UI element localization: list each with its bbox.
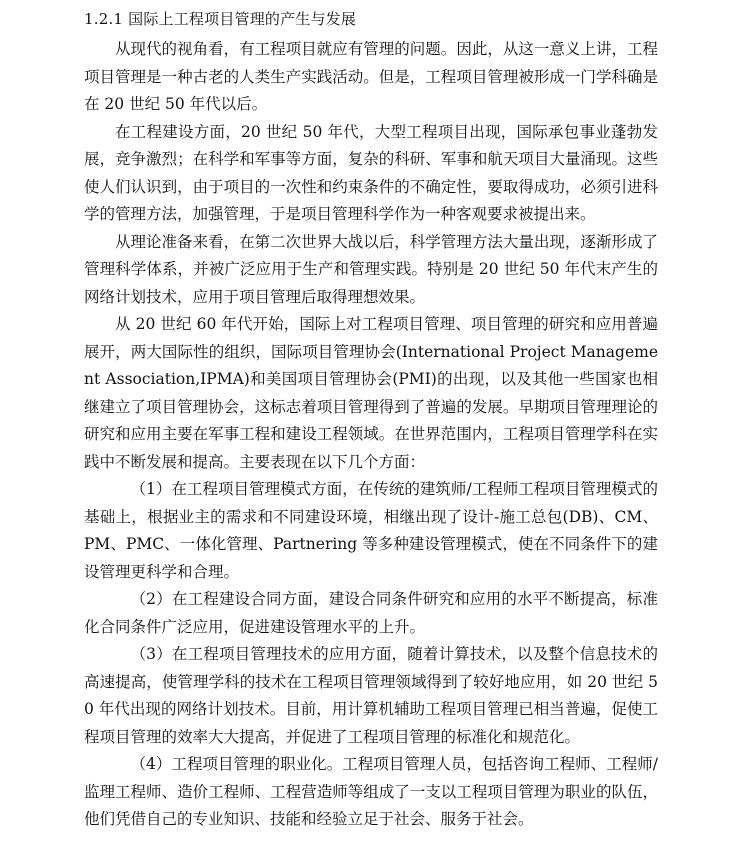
list-item-professionalization: （4）工程项目管理的职业化。工程项目管理人员，包括咨询工程师、工程师/监理工程师、造价工程师、工程营造师等组成了一支以工程项目管理为职业的队伍，他们凭借自己的专业知识、技能和经验立足于社会、服务于社会。 — [84, 755, 658, 828]
list-item-contracts: （2）在工程建设合同方面，建设合同条件研究和应用的水平不断提高，标准化合同条件广泛应用，促进建设管理水平的上升。 — [84, 590, 658, 636]
list-item-management-mode: （1）在工程项目管理模式方面，在传统的建筑师/工程师工程项目管理模式的基础上，根据业主的需求和不同建设环境，相继出现了设计-施工总包(DB)、CM、PM、PMC、一体化管理、Partnering 等多种建设管理模式，使在不同条件下的建设管理更科学和合理。 — [84, 480, 658, 581]
list-item-technology: （3）在工程项目管理技术的应用方面，随着计算技术，以及整个信息技术的高速提高，使管理学科的技术在工程项目管理领域得到了较好地应用，如 20 世纪 50 年代出现的网络计划技术。目前，用计算机辅助工程项目管理已相当普遍，促使工程项目管理的效率大大提高，并促进了工程项目管理的标准化和规范化。 — [84, 645, 658, 746]
body-text — [84, 36, 658, 834]
paragraph-origin: 从现代的视角看，有工程项目就应有管理的问题。因此，从这一意义上讲，工程项目管理是一种古老的人类生产实践活动。但是，工程项目管理被形成一门学科确是在 20 世纪 50 年代以后。 — [84, 40, 658, 113]
paragraph-theory-background: 从理论准备来看，在第二次世界大战以后，科学管理方法大量出现，逐渐形成了管理科学体系，并被广泛应用于生产和管理实践。特别是 20 世纪 50 年代末产生的网络计划技术，应用于项目管理后取得理想效果。 — [84, 232, 658, 306]
paragraph-international-development: 从 20 世纪 60 年代开始，国际上对工程项目管理、项目管理的研究和应用普遍展开，两大国际性的组织，国际项目管理协会(International Project Management Association,IPMA)和美国项目管理协会(PMI)的出现，以及其他一些国家也相继建立了项目管理协会，这标志着项目管理得到了普遍的发展。早期项目管理理论的研究和应用主要在军事工程和建设工程领域。在世界范围内，工程项目管理学科在实践中不断发展和提高。主要表现在以下几个方面： — [84, 315, 658, 471]
section-heading: 1.2.1 国际上工程项目管理的产生与发展 — [84, 10, 357, 28]
paragraph-engineering-background: 在工程建设方面，20 世纪 50 年代，大型工程项目出现，国际承包事业蓬勃发展，竞争激烈；在科学和军事等方面，复杂的科研、军事和航天项目大量涌现。这些使人们认识到，由于项目的一次性和约束条件的不确定性，要取得成功，必须引进科学的管理方法，加强管理，于是项目管理科学作为一种客观要求被提出来。 — [84, 122, 658, 223]
